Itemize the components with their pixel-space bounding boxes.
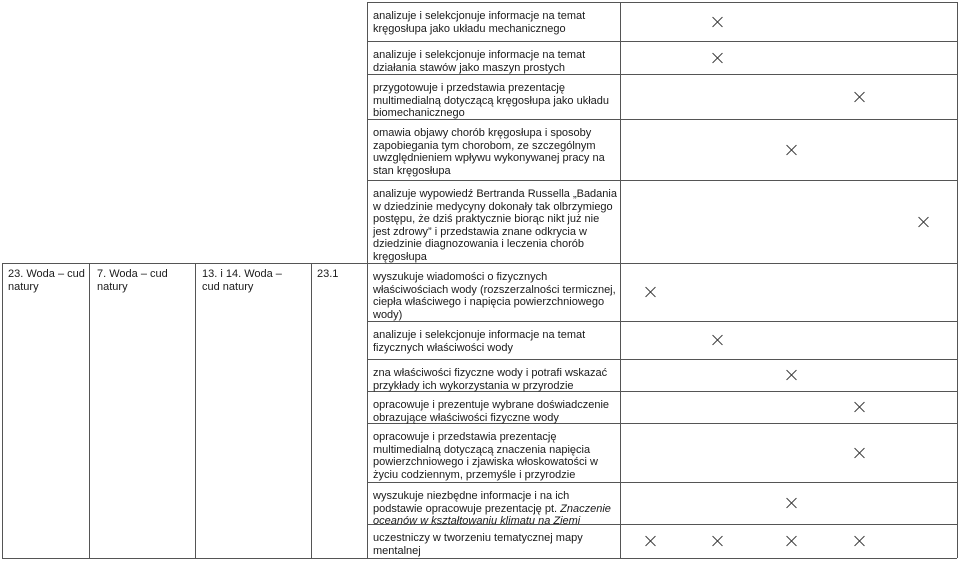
x-mark-icon [644, 535, 656, 547]
lesson-number-cell: 23. Woda – cud natury [8, 268, 85, 293]
row-divider [367, 41, 957, 42]
x-mark-icon [711, 16, 723, 28]
skill-description: analizuje i selekcjonuje informacje na temat działania stawów jako maszyn prostych [373, 49, 586, 74]
column-divider [367, 2, 368, 558]
x-mark-icon [853, 401, 865, 413]
column-divider [89, 263, 90, 558]
row-divider [2, 263, 367, 264]
column-divider [195, 263, 196, 558]
x-mark-icon [918, 216, 930, 228]
row-divider [367, 180, 957, 181]
x-mark-icon [711, 334, 723, 346]
x-mark-icon [711, 535, 723, 547]
x-mark-icon [785, 369, 797, 381]
presentation-title: Znaczenie oceanów w kształtowaniu klimatu na Ziemi [373, 502, 611, 527]
skill-description: analizuje i selekcjonuje informacje na temat kręgosłupa jako układu mechanicznego [373, 10, 586, 35]
skill-description: uczestniczy w tworzeniu tematycznej mapy mentalnej [373, 532, 583, 557]
column-divider [2, 263, 3, 558]
skill-description: wyszukuje wiadomości o fizycznych właściwościach wody (rozszerzalności termicznej, ciepła właściwego i napięcia powierzchniowego wody) [373, 271, 616, 321]
x-mark-icon [853, 91, 865, 103]
row-divider [367, 482, 957, 483]
skill-description: analizuje wypowiedź Bertranda Russella „Badania w dziedzinie medycyny dokonały tak olbrzymiego postępu, że dziś praktycznie biorąc nikt już nie jest zdrowy” i przedstawia znane odkrycia w dziedzinie diagnozowania i leczenia chorób kręgosłupa [373, 188, 617, 263]
x-mark-icon [785, 497, 797, 509]
row-divider [367, 321, 957, 322]
x-mark-icon [644, 286, 656, 298]
x-mark-icon [853, 535, 865, 547]
row-divider [367, 74, 957, 75]
skill-description [373, 490, 618, 528]
row-divider [367, 359, 957, 360]
hours-cell: 13. i 14. Woda – cud natury [202, 268, 282, 293]
topic-number-cell: 7. Woda – cud natury [97, 268, 168, 293]
skill-description: opracowuje i przedstawia prezentację multimedialną dotyczącą znaczenia napięcia powierzchniowego i zjawiska włoskowatości w życiu codziennym, przemyśle i przyrodzie [373, 431, 598, 481]
skill-description-text: wyszukuje niezbędne informacje i na ich podstawie opracowuje prezentację pt. [373, 490, 570, 515]
skill-description: analizuje i selekcjonuje informacje na temat fizycznych właściwości wody [373, 329, 586, 354]
row-divider [367, 2, 957, 3]
requirement-code-cell: 23.1 [317, 268, 339, 280]
skill-description: przygotowuje i przedstawia prezentację multimedialną dotyczącą kręgosłupa jako układu biomechanicznego [373, 82, 610, 119]
row-divider [2, 558, 957, 559]
skill-description: omawia objawy chorób kręgosłupa i sposoby zapobiegania tym chorobom, ze szczególnym uwzględnieniem wpływu wykonywanej pracy na stan kręgosłupa [373, 127, 605, 177]
x-mark-icon [853, 447, 865, 459]
x-mark-icon [785, 535, 797, 547]
column-divider [620, 2, 621, 558]
x-mark-icon [711, 52, 723, 64]
row-divider [367, 263, 957, 264]
x-mark-icon [785, 144, 797, 156]
column-divider [957, 2, 958, 558]
skill-description: zna właściwości fizyczne wody i potrafi wskazać przykłady ich wykorzystania w przyrodzie [373, 367, 608, 392]
column-divider [311, 263, 312, 558]
skill-description: opracowuje i prezentuje wybrane doświadczenie obrazujące właściwości fizyczne wody [373, 399, 610, 424]
